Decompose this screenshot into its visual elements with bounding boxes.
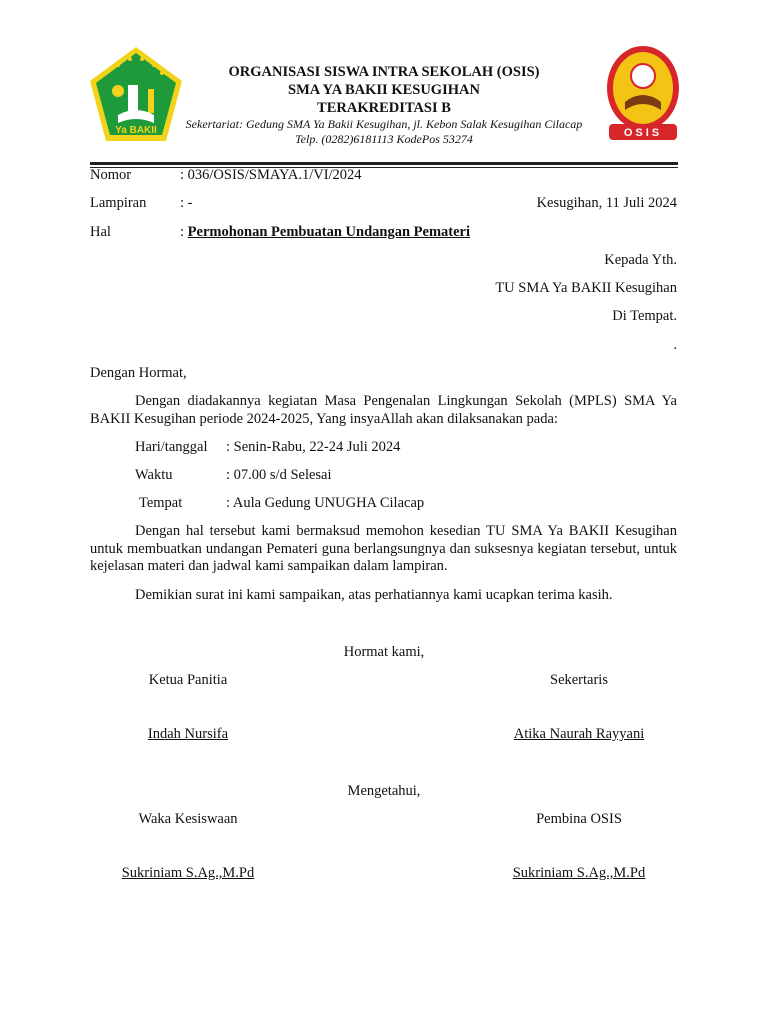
signatory-name-right: Atika Naurah Rayyani (513, 726, 645, 742)
hal-colon: : (180, 224, 185, 240)
hal-label: Hal (90, 224, 111, 240)
nomor-label: Nomor (90, 167, 132, 183)
lampiran-value: : - (180, 195, 193, 211)
detail-value-place: : Aula Gedung UNUGHA Cilacap (226, 495, 425, 511)
detail-value-time: : 07.00 s/d Selesai (226, 467, 332, 483)
header-divider-thick (90, 162, 678, 165)
recipient-line-3: Di Tempat. (612, 308, 677, 324)
contact-line: Telp. (0282)6181113 KodePos 53274 (295, 132, 473, 146)
paragraph-2 (90, 523, 677, 576)
header-divider-thin (90, 167, 678, 168)
left-logo-text: Ya BAKII (115, 125, 157, 136)
paragraph-1-text: Dengan diadakannya kegiatan Masa Pengenalan Lingkungan Sekolah (MPLS) SMA Ya BAKII Kesugihan periode 2024-2025, Yang insyaAllah akan dilaksanakan pada: (90, 393, 677, 427)
signatory-title-right: Sekertaris (550, 672, 608, 688)
closing-hormat: Hormat kami, (343, 644, 425, 660)
lampiran-label: Lampiran (90, 195, 147, 211)
greeting: Dengan Hormat, (90, 365, 187, 381)
acknowledged-label: Mengetahui, (347, 783, 421, 799)
accreditation: TERAKREDITASI B (317, 100, 451, 116)
detail-label-time: Waktu (135, 467, 173, 483)
paragraph-3 (90, 587, 677, 605)
hal-value: Permohonan Pembuatan Undangan Pemateri (187, 224, 471, 240)
address-line: Sekertariat: Gedung SMA Ya Bakii Kesugihan, jl. Kebon Salak Kesugihan Cilacap (185, 117, 583, 131)
paragraph-2-text: Dengan hal tersebut kami bermaksud memohon kesedian TU SMA Ya BAKII Kesugihan untuk membuatkan undangan Pemateri guna berlangsungnya dan suksesnya kegiatan tersebut, untuk kejelasan materi dan jadwal kami sampaikan dalam lampiran. (90, 523, 677, 574)
signatory-name-left-2: Sukriniam S.Ag.,M.Pd (121, 865, 255, 881)
right-logo-text: OSIS (623, 127, 663, 139)
school-name: SMA YA BAKII KESUGIHAN (288, 82, 480, 98)
recipient-dot: . (673, 337, 677, 353)
signatory-name-left: Indah Nursifa (147, 726, 229, 742)
detail-value-date: : Senin-Rabu, 22-24 Juli 2024 (226, 439, 401, 455)
detail-label-date: Hari/tanggal (135, 439, 208, 455)
hal-subject (180, 224, 470, 241)
signatory-name-right-2: Sukriniam S.Ag.,M.Pd (512, 865, 646, 881)
paragraph-3-text: Demikian surat ini kami sampaikan, atas perhatiannya kami ucapkan terima kasih. (135, 587, 613, 603)
nomor-value: : 036/OSIS/SMAYA.1/VI/2024 (180, 167, 362, 183)
letter-date: Kesugihan, 11 Juli 2024 (536, 195, 677, 211)
detail-label-place: Tempat (139, 495, 183, 511)
paragraph-1 (90, 393, 677, 428)
signatory-title-left: Ketua Panitia (148, 672, 228, 688)
recipient-line-2: TU SMA Ya BAKII Kesugihan (495, 280, 677, 296)
signatory-title-left-2: Waka Kesiswaan (138, 811, 238, 827)
recipient-line-1: Kepada Yth. (604, 252, 677, 268)
org-name: ORGANISASI SISWA INTRA SEKOLAH (OSIS) (228, 64, 540, 80)
signatory-title-right-2: Pembina OSIS (536, 811, 622, 827)
